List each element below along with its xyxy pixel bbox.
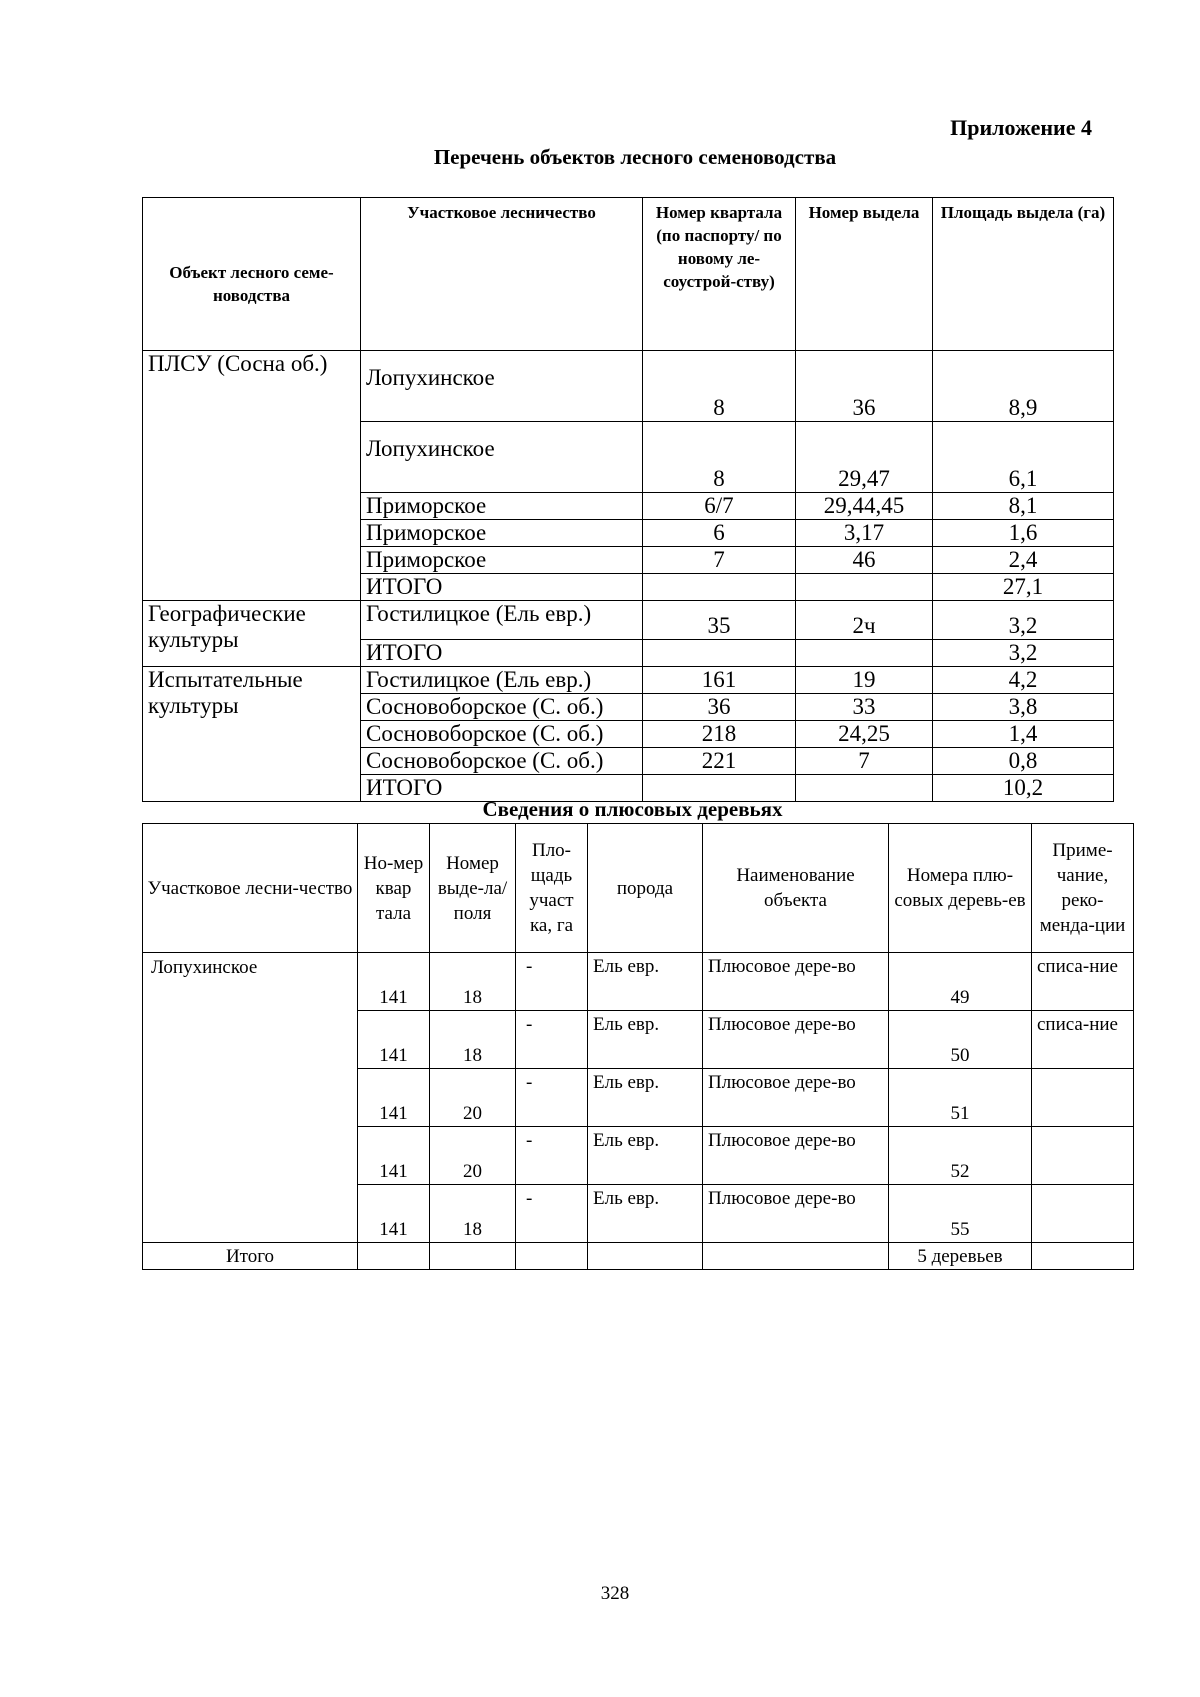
object-name-cell: Плюсовое дере-во [703, 953, 889, 1011]
page-number: 328 [600, 1583, 630, 1604]
header-quarter: Но-мер квар тала [358, 824, 430, 953]
allotment-cell: 24,25 [796, 721, 933, 748]
quarter-cell: 6 [643, 520, 796, 547]
area-cell: - [516, 1011, 588, 1069]
object-name-cell: Плюсовое дере-во [703, 1069, 889, 1127]
tree-number-cell: 50 [889, 1011, 1032, 1069]
tree-number-cell: 49 [889, 953, 1032, 1011]
table2-title: Сведения о плюсовых деревьях [482, 797, 783, 821]
forestry-cell: Приморское [361, 493, 643, 520]
table-header-row [143, 198, 1114, 351]
object-name-cell: Плюсовое дере-во [703, 1127, 889, 1185]
object-name: Географические культуры [143, 601, 361, 667]
total-area: 3,2 [933, 640, 1114, 667]
table-row [143, 351, 1114, 422]
header-object: Объект лесного семе-новодства [143, 198, 361, 351]
empty-cell [588, 1243, 703, 1270]
empty-cell [703, 1243, 889, 1270]
quarter-cell [643, 640, 796, 667]
area-cell: 1,6 [933, 520, 1114, 547]
tree-number-cell: 52 [889, 1127, 1032, 1185]
allotment-cell: 46 [796, 547, 933, 574]
area-cell: 1,4 [933, 721, 1114, 748]
area-cell: 3,8 [933, 694, 1114, 721]
allotment-cell: 33 [796, 694, 933, 721]
allotment-cell: 19 [796, 667, 933, 694]
tree-number-cell: 55 [889, 1185, 1032, 1243]
allotment-cell: 29,47 [796, 422, 933, 493]
allotment-cell: 2ч [796, 601, 933, 640]
forestry-name: Лопухинское [143, 953, 358, 1243]
species-cell: Ель евр. [588, 1069, 703, 1127]
note-cell [1032, 1069, 1134, 1127]
header-allotment: Номер выде-ла/ поля [430, 824, 516, 953]
area-cell: 3,2 [933, 601, 1114, 640]
table1-title: Перечень объектов лесного семеноводства [433, 145, 837, 169]
area-cell: 0,8 [933, 748, 1114, 775]
allotment-cell: 18 [430, 1011, 516, 1069]
quarter-cell: 7 [643, 547, 796, 574]
allotment-cell: 20 [430, 1069, 516, 1127]
object-name-cell: Плюсовое дере-во [703, 1185, 889, 1243]
allotment-cell: 29,44,45 [796, 493, 933, 520]
species-cell: Ель евр. [588, 1011, 703, 1069]
area-cell: 2,4 [933, 547, 1114, 574]
header-species: порода [588, 824, 703, 953]
allotment-cell: 36 [796, 351, 933, 422]
area-cell: 6,1 [933, 422, 1114, 493]
object-name: Испытательные культуры [143, 667, 361, 802]
table-row [143, 953, 1134, 1011]
note-cell: списа-ние [1032, 953, 1134, 1011]
species-cell: Ель евр. [588, 1185, 703, 1243]
species-cell: Ель евр. [588, 1127, 703, 1185]
allotment-cell: 18 [430, 1185, 516, 1243]
quarter-cell: 8 [643, 351, 796, 422]
empty-cell [516, 1243, 588, 1270]
allotment-cell: 3,17 [796, 520, 933, 547]
total-trees: 5 деревьев [889, 1243, 1032, 1270]
tree-number-cell: 51 [889, 1069, 1032, 1127]
allotment-cell [796, 574, 933, 601]
header-area: Площадь выдела (га) [933, 198, 1114, 351]
empty-cell [430, 1243, 516, 1270]
allotment-cell: 20 [430, 1127, 516, 1185]
allotment-cell: 18 [430, 953, 516, 1011]
note-cell: списа-ние [1032, 1011, 1134, 1069]
area-cell: 4,2 [933, 667, 1114, 694]
appendix-label: Приложение 4 [950, 115, 1092, 140]
object-name: ПЛСУ (Сосна об.) [143, 351, 361, 601]
forestry-cell: Приморское [361, 520, 643, 547]
quarter-cell: 141 [358, 1011, 430, 1069]
allotment-cell [796, 640, 933, 667]
quarter-cell: 141 [358, 1127, 430, 1185]
quarter-cell: 141 [358, 1185, 430, 1243]
header-note: Приме-чание, реко-менда-ции [1032, 824, 1134, 953]
total-label: ИТОГО [361, 775, 643, 802]
area-cell: - [516, 1185, 588, 1243]
forestry-cell: Сосновоборское (С. об.) [361, 694, 643, 721]
forestry-cell: Гостилицкое (Ель евр.) [361, 667, 643, 694]
area-cell: 8,9 [933, 351, 1114, 422]
forestry-cell: Гостилицкое (Ель евр.) [361, 601, 643, 640]
header-allotment: Номер выдела [796, 198, 933, 351]
forestry-cell: Приморское [361, 547, 643, 574]
quarter-cell: 8 [643, 422, 796, 493]
area-cell: - [516, 953, 588, 1011]
empty-cell [358, 1243, 430, 1270]
note-cell [1032, 1127, 1134, 1185]
area-cell: - [516, 1127, 588, 1185]
table-row [143, 667, 1114, 694]
header-quarter: Номер квартала (по паспорту/ по новому ле-соустрой-ству) [643, 198, 796, 351]
area-cell: - [516, 1069, 588, 1127]
header-forestry: Участковое лесни-чество [143, 824, 358, 953]
header-area: Пло-щадь участ ка, га [516, 824, 588, 953]
header-tree-numbers: Номера плю-совых деревь-ев [889, 824, 1032, 953]
species-cell: Ель евр. [588, 953, 703, 1011]
empty-cell [1032, 1243, 1134, 1270]
note-cell [1032, 1185, 1134, 1243]
quarter-cell: 218 [643, 721, 796, 748]
header-object-name: Наименование объекта [703, 824, 889, 953]
quarter-cell: 35 [643, 601, 796, 640]
plus-trees-table [142, 823, 1134, 1270]
quarter-cell: 161 [643, 667, 796, 694]
forestry-cell: Лопухинское [361, 422, 643, 493]
total-area: 27,1 [933, 574, 1114, 601]
quarter-cell: 141 [358, 1069, 430, 1127]
quarter-cell [643, 574, 796, 601]
quarter-cell: 221 [643, 748, 796, 775]
total-label: ИТОГО [361, 640, 643, 667]
table-total-row [143, 1243, 1134, 1270]
area-cell: 8,1 [933, 493, 1114, 520]
forestry-cell: Сосновоборское (С. об.) [361, 748, 643, 775]
forestry-cell: Лопухинское [361, 351, 643, 422]
seed-objects-table [142, 197, 1114, 802]
total-label: ИТОГО [361, 574, 643, 601]
table-header-row [143, 824, 1134, 953]
allotment-cell: 7 [796, 748, 933, 775]
quarter-cell: 36 [643, 694, 796, 721]
object-name-cell: Плюсовое дере-во [703, 1011, 889, 1069]
header-forestry: Участковое лесничество [361, 198, 643, 351]
total-label: Итого [143, 1243, 358, 1270]
quarter-cell: 6/7 [643, 493, 796, 520]
total-area: 10,2 [933, 775, 1114, 802]
table-row [143, 601, 1114, 640]
quarter-cell: 141 [358, 953, 430, 1011]
forestry-cell: Сосновоборское (С. об.) [361, 721, 643, 748]
